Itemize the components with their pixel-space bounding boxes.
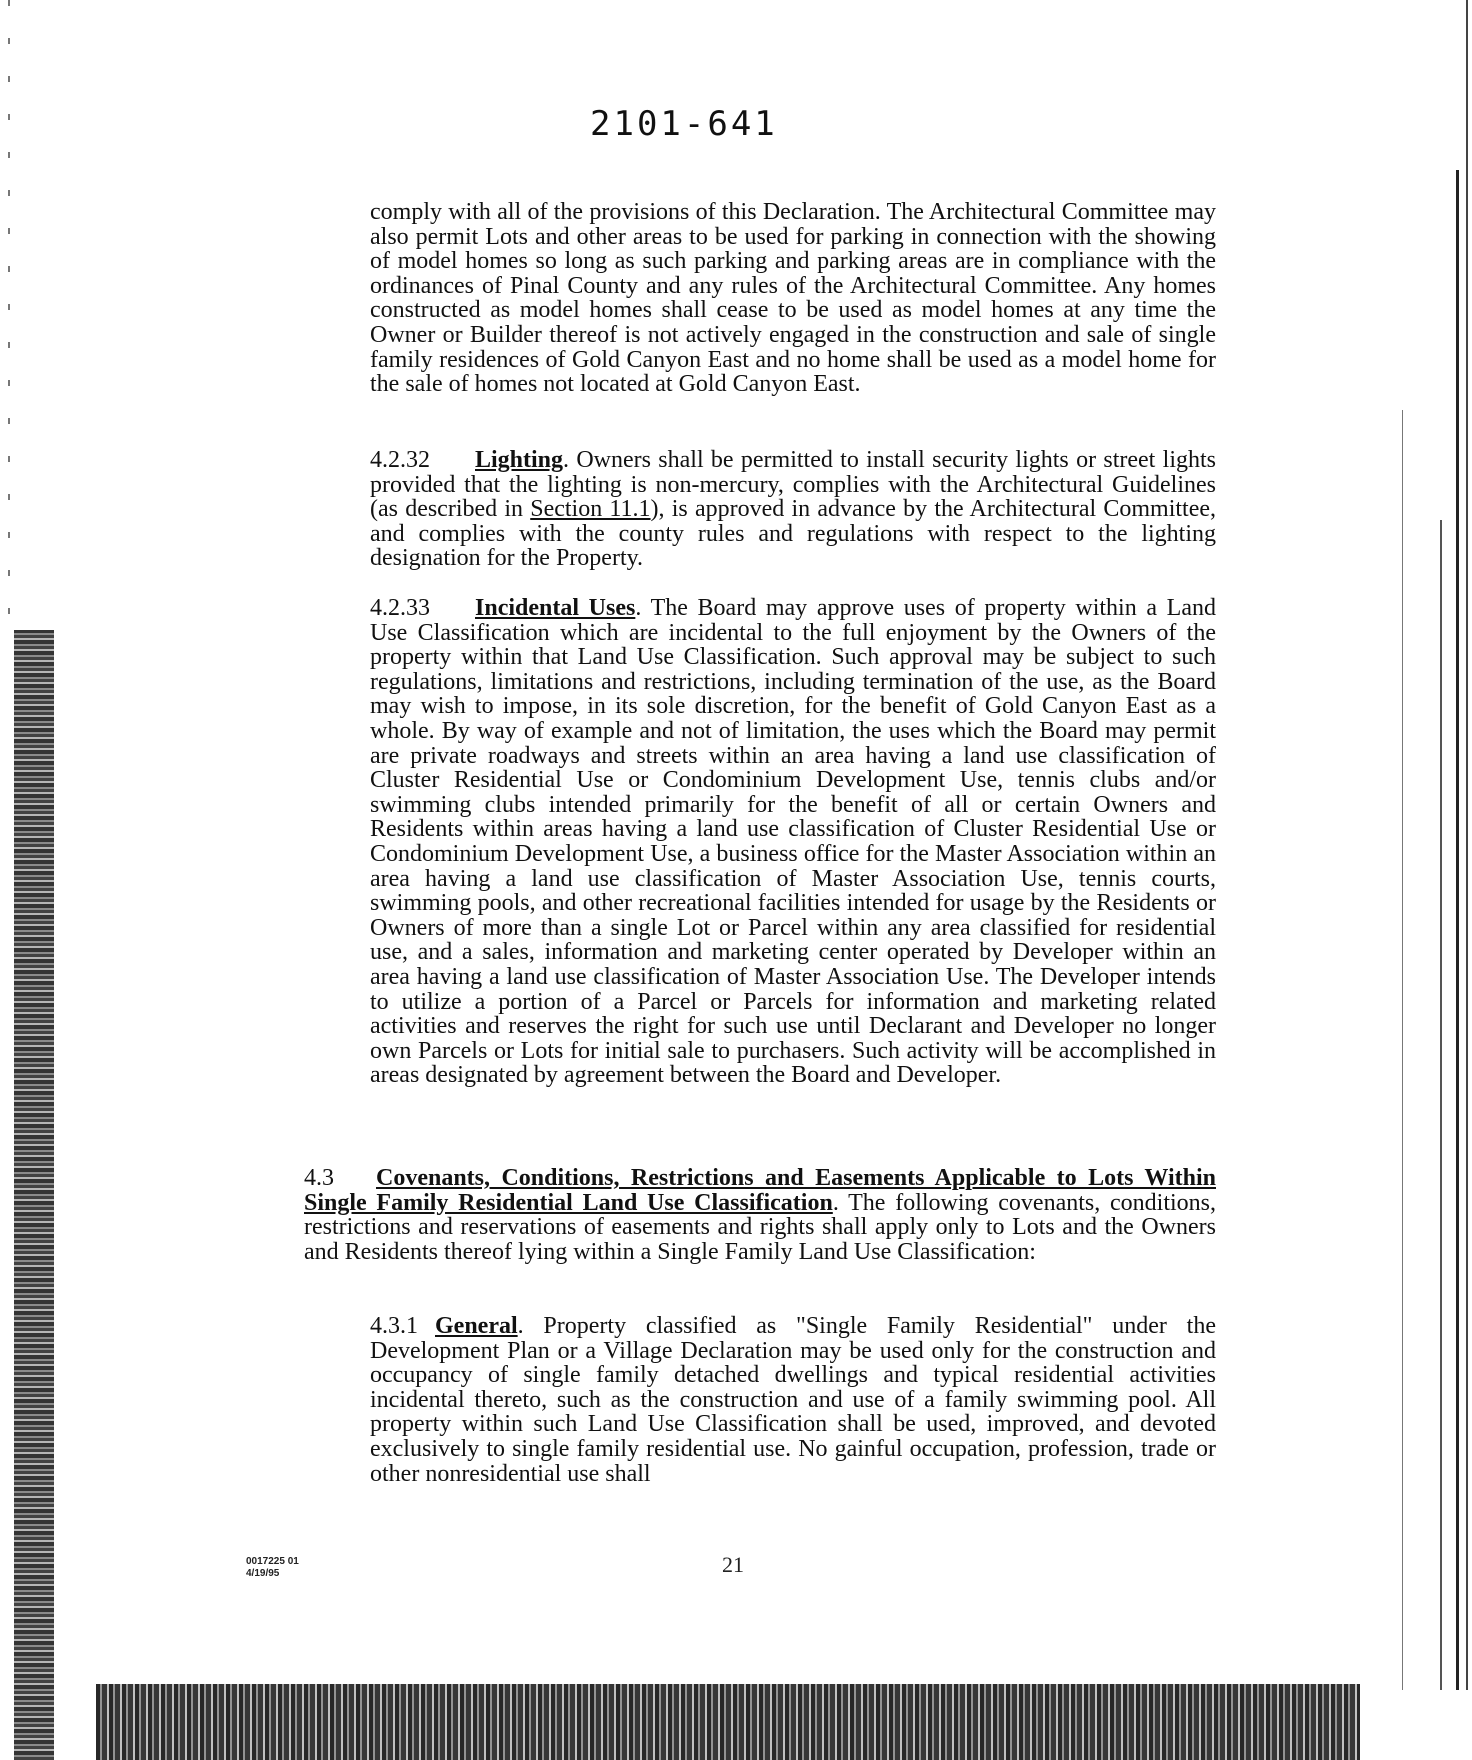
section-4-3 (304, 1166, 1216, 1264)
section-heading: Lighting (475, 447, 564, 473)
section-reference-link: Section 11.1 (530, 496, 651, 523)
section-number: 4.3.1 (370, 1313, 418, 1339)
section-heading: Covenants, Conditions, Restrictions and Easements Applicable to Lots Within Single Family Residential Land Use Classification (304, 1165, 1216, 1216)
section-number: 4.2.32 (370, 447, 430, 473)
section-4-2-32 (370, 448, 1216, 571)
scan-artifact-right (1402, 410, 1403, 1690)
section-4-3-1 (370, 1314, 1216, 1486)
footer-date: 4/19/95 (246, 1568, 280, 1579)
section-number: 4.2.33 (370, 595, 430, 621)
scan-artifact-left (14, 630, 54, 1760)
section-text: ), is approved in advance by the Architectural Committee, and complies with the county rules and regulations with respect to the lighting designation for the Property. (370, 496, 1217, 572)
section-text: . Owners shall be permitted to install security lights or street lights provided that the lighting is non-mercury, complies with the Architectural Guidelines (as described in (370, 447, 1216, 523)
footer-document-code (246, 1556, 299, 1580)
section-heading: Incidental Uses (475, 595, 636, 621)
page-number: 21 (722, 1552, 744, 1577)
paragraph-continuation: comply with all of the provisions of this Declaration. The Architectural Committee may also permit Lots and other areas to be used for parking in connection with the showing of model homes so long as such parking and parking areas are in compliance with the ordinances of Pinal County and any rules of the Architectural Committee. Any homes constructed as model homes shall cease to be used as model homes at any time the Owner or Builder thereof is not actively engaged in the construction and sale of single family residences of Gold Canyon East and no home shall be used as a model home for the sale of homes not located at Gold Canyon East. (370, 199, 1216, 398)
scan-artifact-right (1456, 170, 1459, 1690)
section-4-2-33 (370, 596, 1216, 1088)
section-text: . The Board may approve uses of property within a Land Use Classification which are incidental to the full enjoyment by the Owners of the property within that Land Use Classification. Such approval may be subject to such regulations, limitations and restrictions, including termination of the use, as the Board may wish to impose, in its sole discretion, for the benefit of Gold Canyon East as a whole. By way of example and not of limitation, the uses which the Board may permit are private roadways and streets within an area having a land use classification of Cluster Residential Use or Condominium Development Use, tennis clubs and/or swimming clubs intended primarily for the benefit of all or certain Owners and Residents within areas having a land use classification of Cluster Residential Use or Condominium Development Use, a business office for the Master Association within an area having a land use classification of Master Association Use, tennis courts, swimming pools, and other recreational facilities intended for usage by the Residents or Owners of more than a single Lot or Parcel within any area classified for residential use, and a sales, information and marketing center operated by Developer within an area having a land use classification of Master Association Use. The Developer intends to utilize a portion of a Parcel or Parcels for information and marketing related activities and reserves the right for such use until Declarant and Developer no longer own Parcels or Lots for initial sale to purchasers. Such activity will be accomplished in areas designated by agreement between the Board and Developer. (370, 595, 1216, 1089)
document-number: 2101-641 (590, 104, 778, 144)
section-number: 4.3 (304, 1165, 334, 1191)
scan-artifact-right (1440, 520, 1442, 1690)
section-heading: General (435, 1313, 518, 1339)
footer-doc-id: 0017225 01 (246, 1556, 299, 1567)
scan-artifact-right (1466, 0, 1468, 1690)
scan-artifact-bottom (96, 1684, 1360, 1760)
section-text: . Property classified as "Single Family Residential" under the Development Plan or a Village Declaration may be used only for the construction and occupancy of single family detached dwellings and typical residential activities incidental thereto, such as the construction and use of a family swimming pool. All property within such Land Use Classification shall be used, improved, and devoted exclusively to single family residential use. No gainful occupation, profession, trade or other nonresidential use shall (370, 1313, 1216, 1487)
section-text: . The following covenants, conditions, restrictions and reservations of easements and rights shall apply only to Lots and the Owners and Residents thereof lying within a Single Family Land Use Classification: (304, 1189, 1216, 1265)
scan-edge-marks (8, 0, 10, 640)
